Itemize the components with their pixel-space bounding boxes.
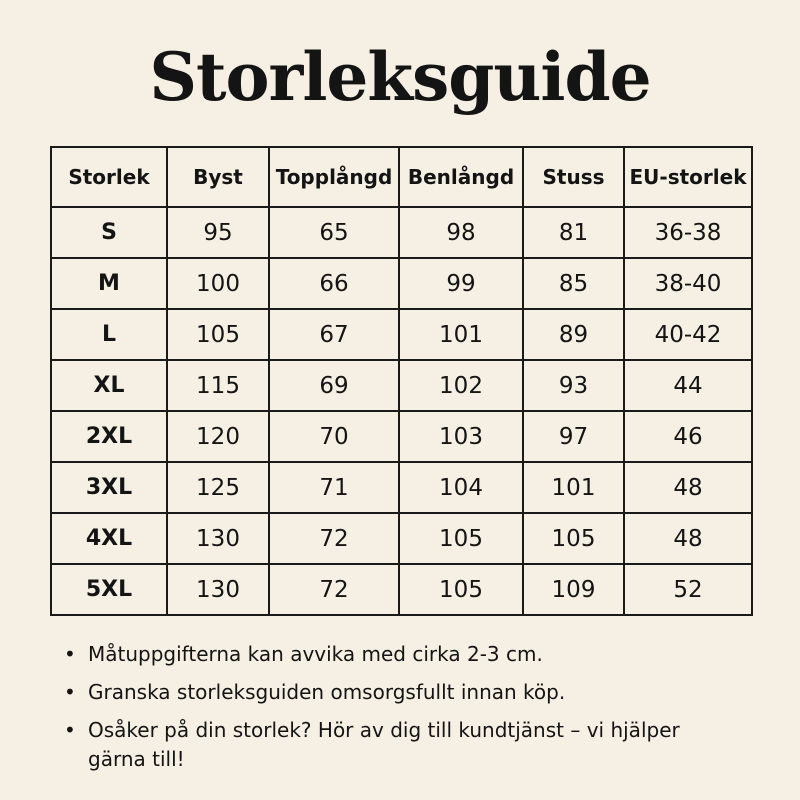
byst-cell: 100 [167,258,269,309]
topplangd-cell: 69 [269,360,399,411]
eu-storlek-cell: 36-38 [624,207,752,258]
stuss-cell: 105 [523,513,624,564]
byst-cell: 120 [167,411,269,462]
size-table [50,146,753,616]
size-label-cell: 4XL [51,513,167,564]
benlangd-cell: 103 [399,411,523,462]
eu-storlek-cell: 44 [624,360,752,411]
notes-list [62,640,742,783]
topplangd-cell: 70 [269,411,399,462]
topplangd-cell: 72 [269,564,399,615]
table-row [51,513,752,564]
header-storlek: Storlek [51,147,167,207]
eu-storlek-cell: 48 [624,513,752,564]
size-label-cell: 2XL [51,411,167,462]
eu-storlek-cell: 38-40 [624,258,752,309]
header-row [51,147,752,207]
note-text: Granska storleksguiden omsorgsfullt innan köp. [88,680,566,704]
size-label-cell: M [51,258,167,309]
byst-cell: 115 [167,360,269,411]
note-item [62,678,742,707]
bullet-icon: • [64,680,76,704]
header-stuss: Stuss [523,147,624,207]
benlangd-cell: 98 [399,207,523,258]
benlangd-cell: 105 [399,513,523,564]
eu-storlek-cell: 52 [624,564,752,615]
size-label-cell: 3XL [51,462,167,513]
table-body [51,207,752,615]
table-row [51,360,752,411]
header-topplangd: Topplångd [269,147,399,207]
page-title: Storleksguide [149,38,651,116]
benlangd-cell: 102 [399,360,523,411]
eu-storlek-cell: 40-42 [624,309,752,360]
topplangd-cell: 67 [269,309,399,360]
note-item [62,716,742,774]
bullet-icon: • [64,718,76,742]
stuss-cell: 81 [523,207,624,258]
table-row [51,462,752,513]
table-row [51,258,752,309]
stuss-cell: 89 [523,309,624,360]
benlangd-cell: 104 [399,462,523,513]
size-label-cell: L [51,309,167,360]
header-eu-storlek: EU-storlek [624,147,752,207]
eu-storlek-cell: 48 [624,462,752,513]
topplangd-cell: 65 [269,207,399,258]
bullet-icon: • [64,642,76,666]
stuss-cell: 93 [523,360,624,411]
table-row [51,564,752,615]
note-text: Osåker på din storlek? Hör av dig till kundtjänst – vi hjälper gärna till! [88,718,680,771]
stuss-cell: 101 [523,462,624,513]
topplangd-cell: 71 [269,462,399,513]
header-byst: Byst [167,147,269,207]
topplangd-cell: 72 [269,513,399,564]
benlangd-cell: 101 [399,309,523,360]
note-item [62,640,742,669]
stuss-cell: 109 [523,564,624,615]
note-text: Måtuppgifterna kan avvika med cirka 2-3 cm. [88,642,543,666]
stuss-cell: 85 [523,258,624,309]
size-label-cell: S [51,207,167,258]
table-header [51,147,752,207]
eu-storlek-cell: 46 [624,411,752,462]
byst-cell: 130 [167,564,269,615]
table-row [51,207,752,258]
benlangd-cell: 99 [399,258,523,309]
benlangd-cell: 105 [399,564,523,615]
byst-cell: 125 [167,462,269,513]
header-benlangd: Benlångd [399,147,523,207]
topplangd-cell: 66 [269,258,399,309]
table-row [51,411,752,462]
byst-cell: 130 [167,513,269,564]
table-row [51,309,752,360]
size-label-cell: XL [51,360,167,411]
size-label-cell: 5XL [51,564,167,615]
byst-cell: 95 [167,207,269,258]
byst-cell: 105 [167,309,269,360]
stuss-cell: 97 [523,411,624,462]
